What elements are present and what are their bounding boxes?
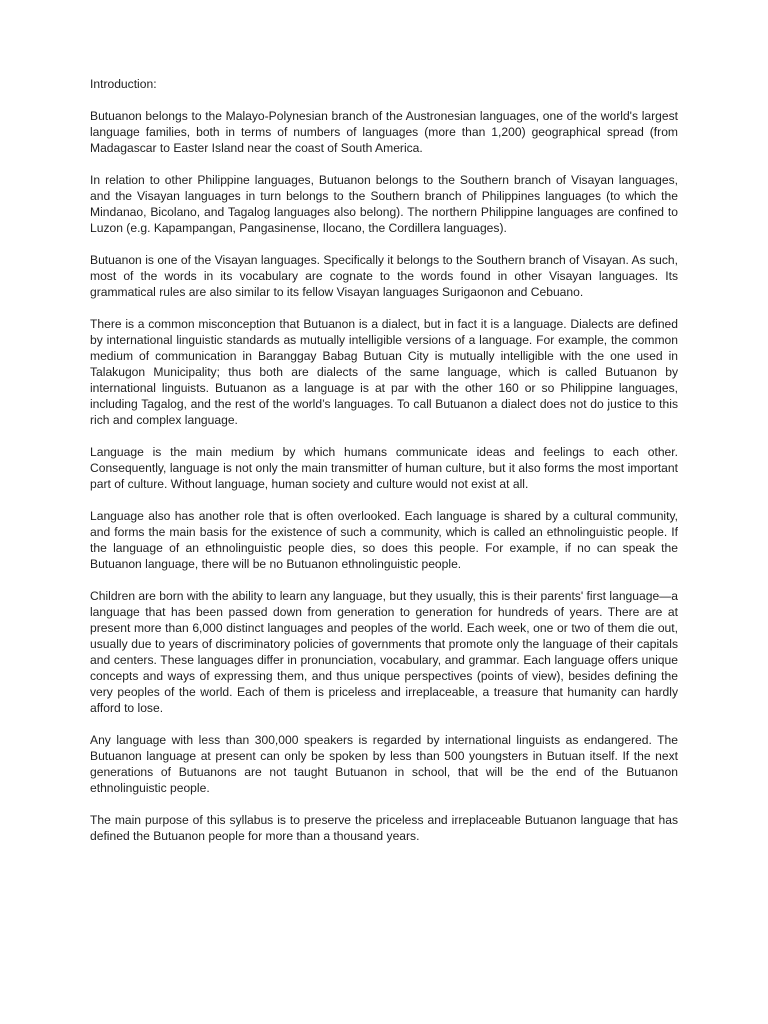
paragraph-dialect-misconception: There is a common misconception that Butuanon is a dialect, but in fact it is a language. Dialects are defined by international linguistic standards as mutually intelligible versions of a language. For example, the common medium of communication in Baranggay Babag Butuan City is mutually intelligible with the one used in Talakugon Municipality; thus both are dialects of the same language, which is called Butuanon by international linguists. Butuanon as a language is at par with the other 160 or so Philippine languages, including Tagalog, and the rest of the world’s languages. To call Butuanon a dialect does not do justice to this rich and complex language. [90, 317, 678, 427]
paragraph-visayan: Butuanon is one of the Visayan languages. Specifically it belongs to the Southern branch of Visayan. As such, most of the words in its vocabulary are cognate to the words found in other Visayan languages. Its grammatical rules are also similar to its fellow Visayan languages Surigaonon and Cebuano. [90, 253, 678, 299]
paragraph-world-languages: Children are born with the ability to learn any language, but they usually, this is their parents' first language—a language that has been passed down from generation to generation for hundreds of years. There are at present more than 6,000 distinct languages and peoples of the world. Each week, one or two of them die out, usually due to years of discriminatory policies of governments that promote only the language of their capitals and centers. These languages differ in pronunciation, vocabulary, and grammar. Each language offers unique concepts and ways of expressing them, and thus unique perspectives (points of view), besides defining the very peoples of the world. Each of them is priceless and irreplaceable, a treasure that humanity can hardly afford to lose. [90, 589, 678, 715]
document-heading: Introduction: [90, 77, 157, 91]
paragraph-ethnolinguistic-role: Language also has another role that is often overlooked. Each language is shared by a cultural community, and forms the main basis for the existence of such a community, which is called an ethnolinguistic people. If the language of an ethnolinguistic people dies, so does this people. For example, if no can speak the Butuanon language, there will be no Butuanon ethnolinguistic people. [90, 509, 678, 571]
document-page [90, 76, 678, 860]
paragraph-philippine-languages: In relation to other Philippine languages, Butuanon belongs to the Southern branch of Visayan languages, and the Visayan languages in turn belongs to the Southern branch of Philippines languages (to which the Mindanao, Bicolano, and Tagalog languages also belong). The northern Philippine languages are confined to Luzon (e.g. Kapampangan, Pangasinense, Ilocano, the Cordillera languages). [90, 173, 678, 235]
paragraph-austronesian: Butuanon belongs to the Malayo-Polynesian branch of the Austronesian languages, one of the world's largest language families, both in terms of numbers of languages (more than 1,200) geographical spread (from Madagascar to Easter Island near the coast of South America. [90, 109, 678, 155]
paragraph-syllabus-purpose: The main purpose of this syllabus is to preserve the priceless and irreplaceable Butuanon language that has defined the Butuanon people for more than a thousand years. [90, 813, 678, 843]
paragraph-language-medium: Language is the main medium by which humans communicate ideas and feelings to each other. Consequently, language is not only the main transmitter of human culture, but it also forms the most important part of culture. Without language, human society and culture would not exist at all. [90, 445, 678, 491]
paragraph-endangered: Any language with less than 300,000 speakers is regarded by international linguists as endangered. The Butuanon language at present can only be spoken by less than 500 youngsters in Butuan itself. If the next generations of Butuanons are not taught Butuanon in school, that will be the end of the Butuanon ethnolinguistic people. [90, 733, 678, 795]
